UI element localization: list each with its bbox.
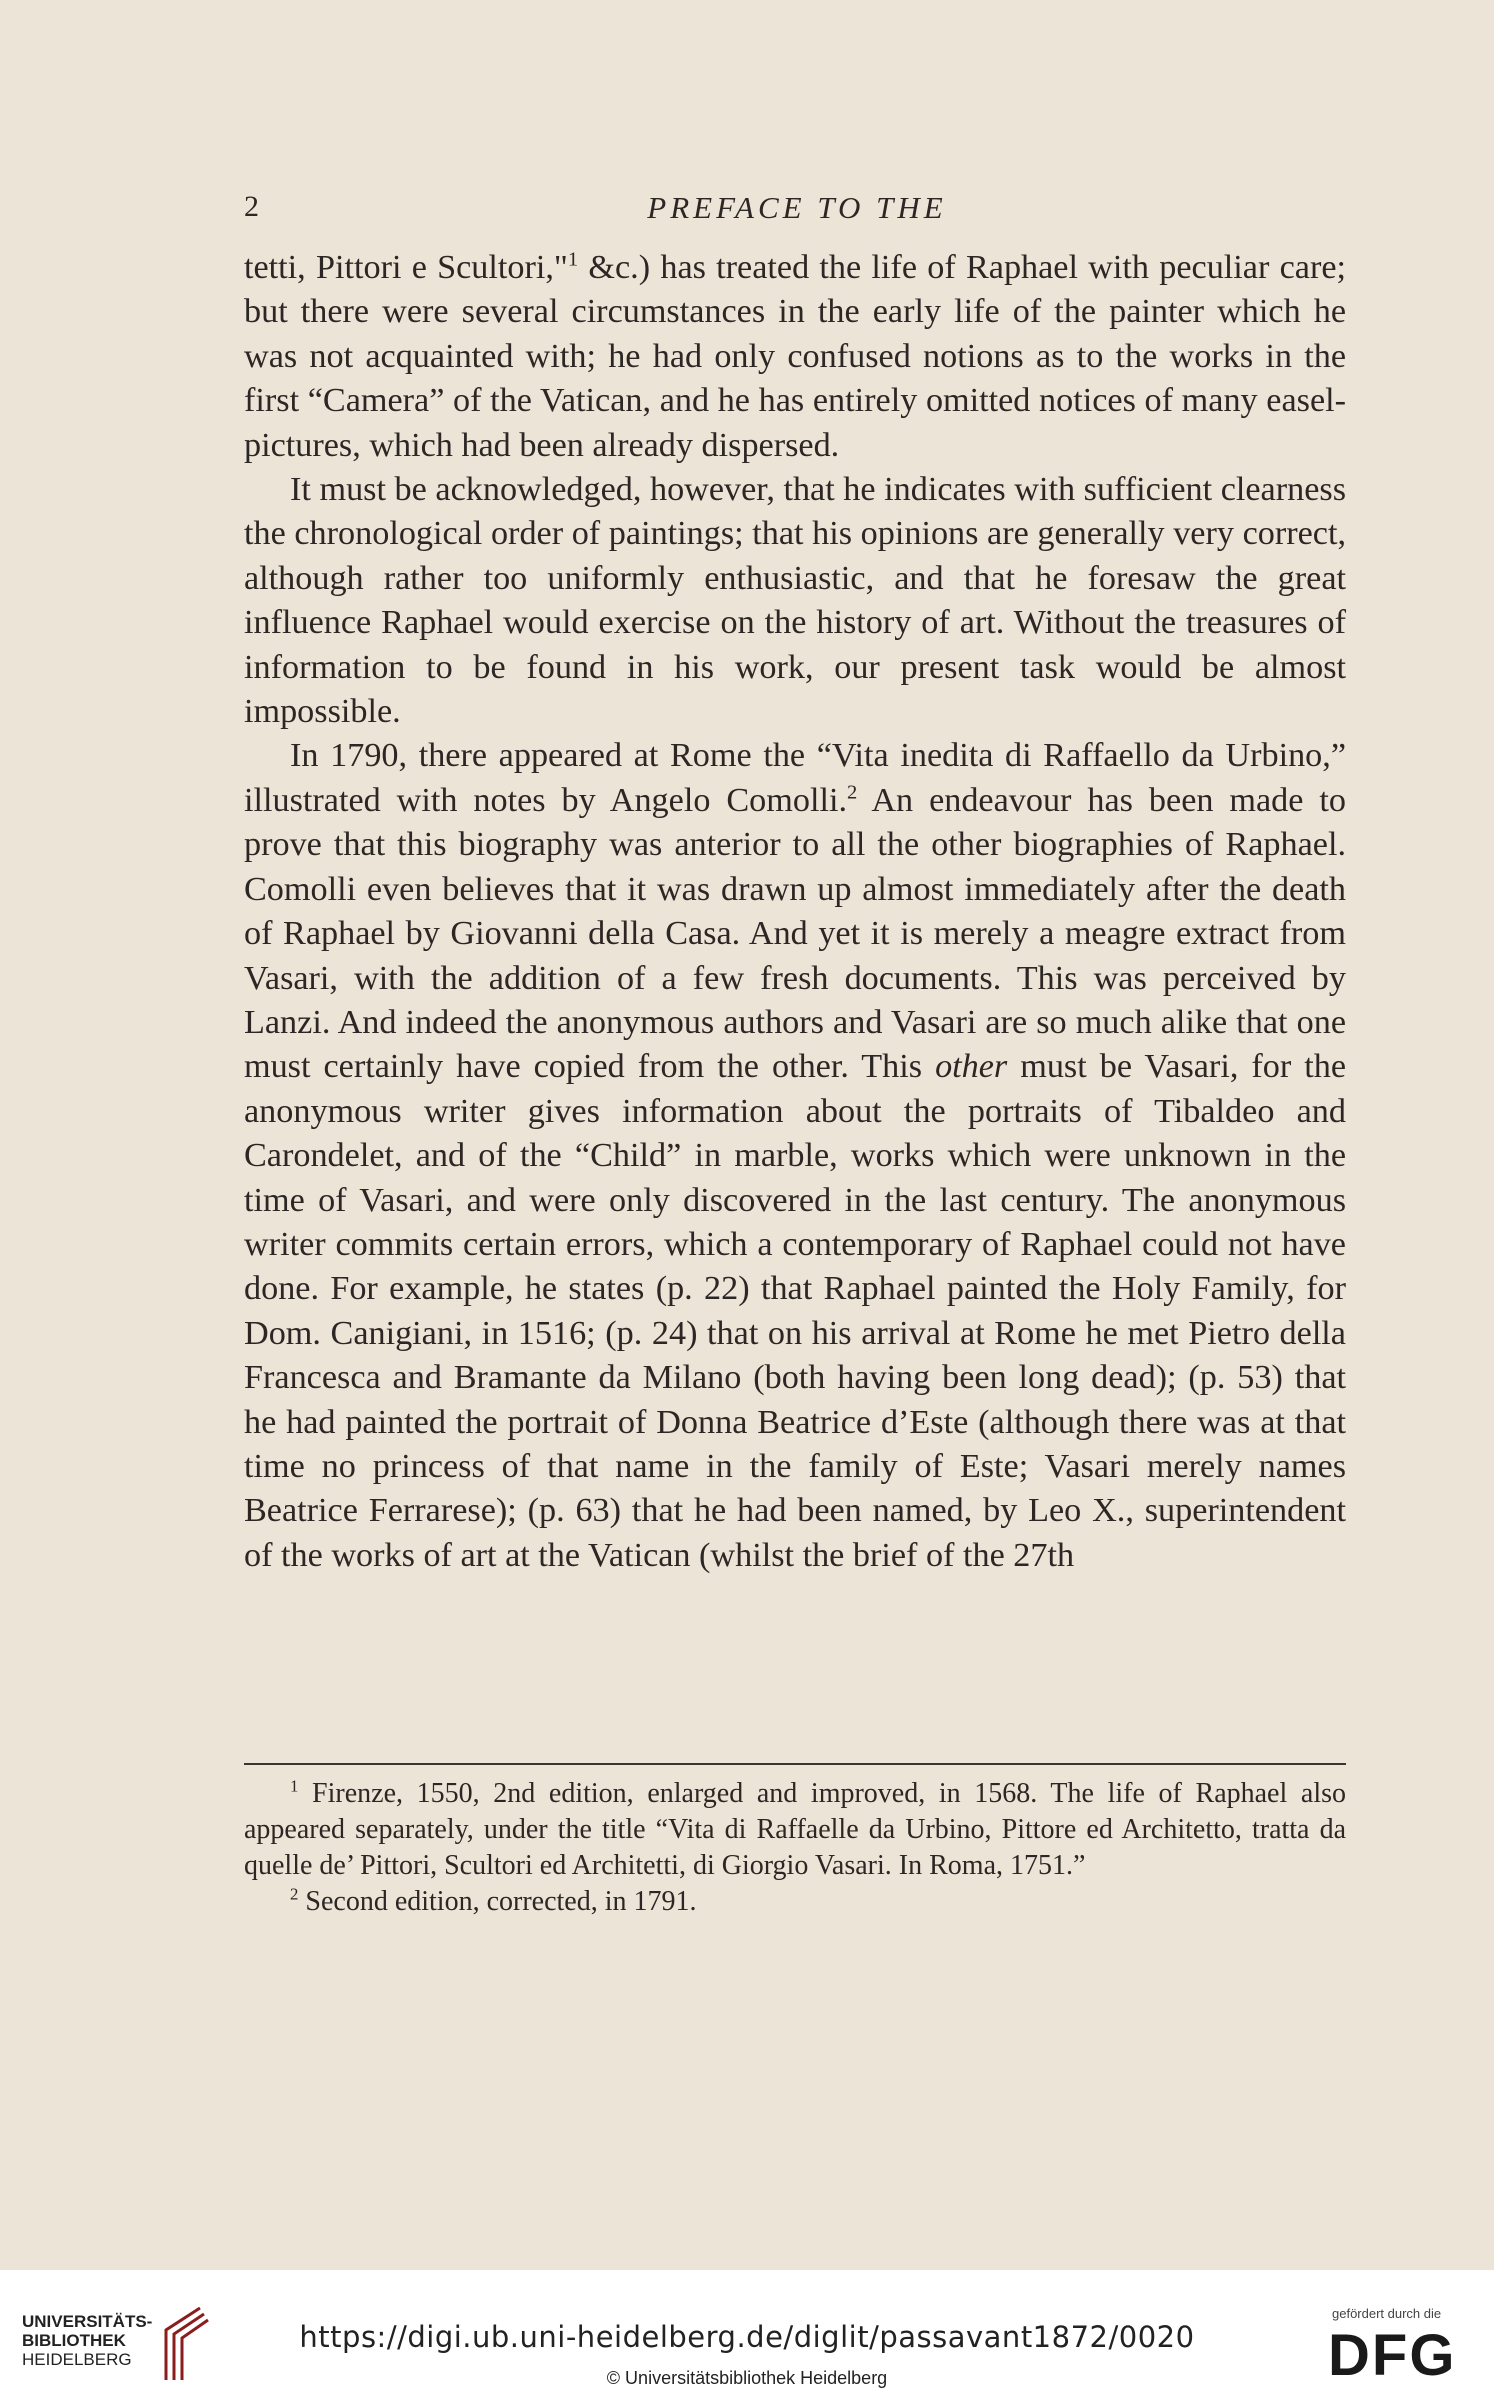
paragraph-1: tetti, Pittori e Scultori,"$^1$ &c.) has treated the life of Raphael with peculiar care; but there were several circumstances in the early life of the painter which he was not acquainted with; he had only confused notions as to the works in the first “Camera” of the Vatican, and he has entirely omitted notices of many easel-pictures, which had been already dispersed. [244,248,1346,464]
italic-word: other [935,1048,1008,1086]
funder-label: gefördert durch die [1332,2306,1442,2321]
paragraph-2: It must be acknowledged, however, that he indicates with sufficient clearness the chronological order of paintings; that his opinions are generally very correct, although rather too uniformly enthusiastic, and that he foresaw the great influence Raphael would exercise on the history of art. Without the treasures of information to be found in his work, our present task would be almost impossible. [244,471,1346,731]
body-text [244,246,1346,1578]
copyright-notice: © Universitätsbibliothek Heidelberg [606,2368,888,2388]
paragraph-3: In 1790, there appeared at Rome the “Vita inedita di Raffaello da Urbino,” illustrated with notes by Angelo Comolli.$^2$ An endeavour has been made to prove that this biography was anterior to all the other biographies of Raphael. Comolli even believes that it was drawn up almost immediately after the death of Raphael by Giovanni della Casa. And yet it is merely a meagre extract from Vasari, with the addition of a few fresh documents. This was perceived by Lanzi. And indeed the anonymous authors and Vasari are so much alike that one must certainly have copied from the other. This other must be Vasari, for the anonymous writer gives information about the portraits of Tibaldeo and Carondelet, and of the “Child” in marble, works which were unknown in the time of Vasari, and were only discovered in the last century. The anonymous writer commits certain errors, which a contemporary of Raphael could not have done. For example, he states (p. 22) that Raphael painted the Holy Family, for Dom. Canigiani, in 1516; (p. 24) that on his arrival at Rome he met Pietro della Francesca and Bramante da Milano (both having been long dead); (p. 53) that he had painted the portrait of Donna Beatrice d’Este (although there was at that time no princess of that name in the family of Este; Vasari merely names Beatrice Ferrarese); (p. 63) that he had been named, by Leo X., superintendent of the works of art at the Vatican (whilst the brief of the 27th [244,737,1347,1574]
footnote-divider [244,1763,1346,1765]
footnote-ref-2[interactable]: 2 [847,781,858,804]
permalink-url[interactable]: https://digi.ub.uni-heidelberg.de/diglit/passavant1872/0020 [299,2320,1195,2354]
footnote-ref-1[interactable]: 1 [567,248,579,271]
dfg-logo[interactable]: DFG [1328,2323,1457,2388]
footnote-2: $^2$ Second edition, corrected, in 1791. [290,1884,697,1917]
footnotes [244,1776,1346,1920]
running-head: PREFACE TO THE [647,190,947,225]
page-header [244,190,1350,230]
page-number: 2 [244,190,259,223]
library-name[interactable]: UNIVERSITÄTS- BIBLIOTHEK HEIDELBERG [22,2312,153,2369]
footnote-1: $^1$ Firenze, 1550, 2nd edition, enlarged and improved, in 1568. The life of Raphael also appeared separately, under the title “Vita di Raffaelle da Urbino, Pittore ed Architetto, tratta da quelle de’ Pittori, Scultori ed Architetti, di Giorgio Vasari. In Roma, 1751.” [244,1776,1346,1881]
